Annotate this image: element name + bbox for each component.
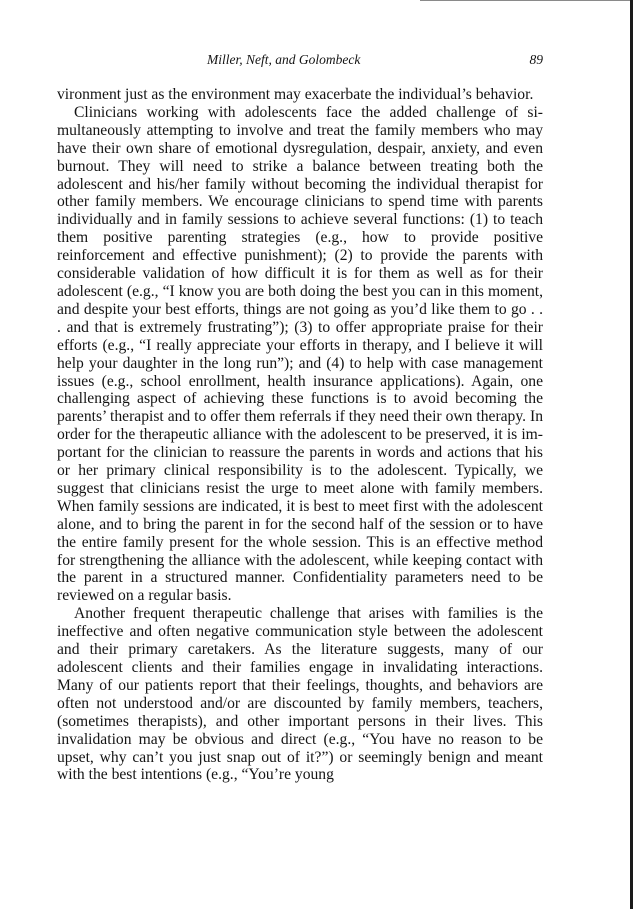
body-text	[57, 86, 543, 784]
running-head: Miller, Neft, and Golombeck	[207, 52, 361, 67]
paragraph-clinicians: Clinicians working with adolescents face the added challenge of simultaneously attempting to involve and treat the family members who may have their own share of emotional dysregulation, despair, anxiety, and even burnout. They will need to strike a balance between treating both the adolescent and his/her family without becoming the individual therapist for other family members. We encourage clinicians to spend time with parents individually and in family sessions to achieve several functions: (1) to teach them positive parenting strategies (e.g., how to provide positive reinforcement and effective punishment); (2) to provide the parents with considerable validation of how difficult it is for them as well as for their adolescent (e.g., “I know you are both doing the best you can in this moment, and despite your best efforts, things are not going as you’d like them to go . . . and that is extremely frustrating”); (3) to offer appropriate praise for their efforts (e.g., “I really appreciate your efforts in therapy, and I believe it will help your daughter in the long run”); and (4) to help with case management issues (e.g., school enrollment, health insurance applications). Again, one challenging aspect of achieving these functions is to avoid becoming the parents’ therapist and to offer them referrals if they need their own therapy. In order for the therapeutic alliance with the adolescent to be preserved, it is important for the clinician to reassure the parents in words and actions that his or her primary clinical responsibility is to the adolescent. Typically, we suggest that clinicians resist the urge to meet alone with family members. When family sessions are indicated, it is best to meet first with the adolescent alone, and to bring the parent in for the second half of the session or to have the entire family present for the whole session. This is an effective method for strengthening the alliance with the adolescent, while keeping contact with the parent in a structured manner. Confidentiality parameters need to be reviewed on a regular basis.	[57, 103, 543, 605]
page-header	[57, 52, 543, 72]
paragraph-continuation: vironment just as the environment may exacerbate the individual’s behavior.	[57, 86, 534, 103]
page-number: 89	[529, 52, 543, 67]
scan-edge-top	[420, 0, 633, 1]
paragraph-communication: Another frequent therapeutic challenge that arises with families is the ineffective and often negative communication style between the adolescent and their primary caretakers. As the literature suggests, many of our adolescent clients and their families engage in invalidating interactions. Many of our patients report that their feelings, thoughts, and behaviors are often not understood and/or are discounted by family members, teachers, (sometimes therapists), and other important persons in their lives. This invalidation may be obvious and direct (e.g., “You have no reason to be upset, why can’t you just snap out of it?”) or seemingly benign and meant with the best intentions (e.g., “You’re young	[57, 605, 543, 784]
